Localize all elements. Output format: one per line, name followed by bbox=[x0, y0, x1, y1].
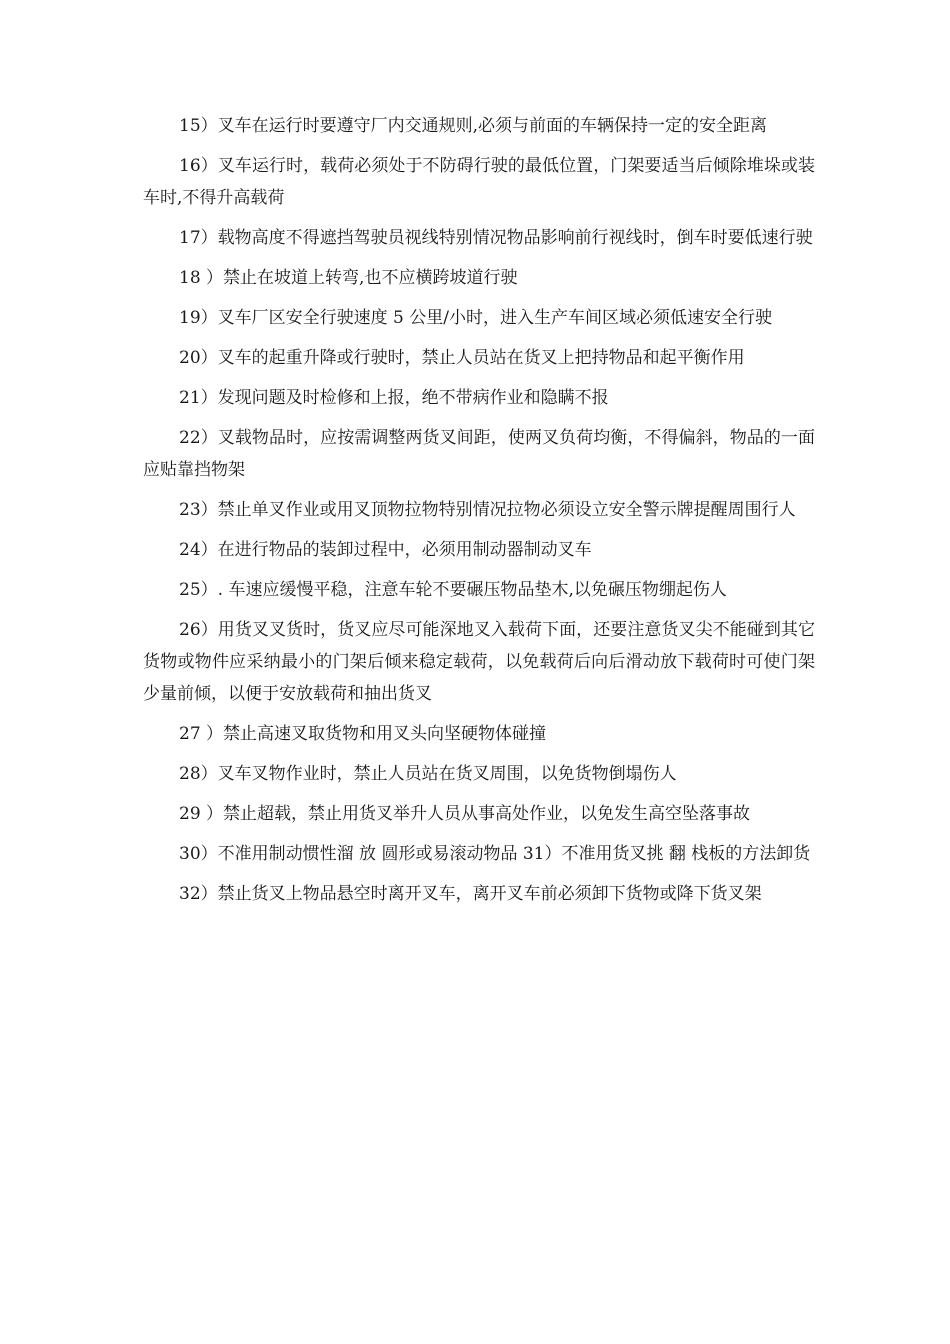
rule-29: 29 ）禁止超载，禁止用货叉举升人员从事高处作业，以免发生高空坠落事故 bbox=[179, 804, 751, 824]
rule-16: 16）叉车运行时，载荷必须处于不防碍行驶的最低位置，门架要适当后倾除堆垛或装车时,不得升高载荷 bbox=[143, 156, 815, 208]
rule-24: 24）在进行物品的装卸过程中，必须用制动器制动叉车 bbox=[179, 540, 592, 560]
rule-25: 25）. 车速应缓慢平稳，注意车轮不要碾压物品垫木,以免碾压物绷起伤人 bbox=[179, 580, 727, 600]
rule-30-31: 30）不准用制动惯性溜 放 圆形或易滚动物品 31）不准用货叉挑 翻 栈板的方法卸货 bbox=[179, 844, 811, 864]
rule-23: 23）禁止单叉作业或用叉顶物拉物特别情况拉物必须设立安全警示牌提醒周围行人 bbox=[179, 500, 796, 520]
rule-26: 26）用货叉叉货时，货叉应尽可能深地叉入载荷下面，还要注意货叉尖不能碰到其它货物或物件应采纳最小的门架后倾来稳定载荷，以免载荷后向后滑动放下载荷时可使门架少量前倾，以便于安放载荷和抽出货叉 bbox=[143, 620, 815, 704]
rule-20: 20）叉车的起重升降或行驶时，禁止人员站在货叉上把持物品和起平衡作用 bbox=[179, 348, 745, 368]
rule-21: 21）发现问题及时检修和上报，绝不带病作业和隐瞒不报 bbox=[179, 388, 609, 408]
rule-22: 22）叉载物品时，应按需调整两货叉间距，使两叉负荷均衡，不得偏斜，物品的一面应贴靠挡物架 bbox=[143, 428, 815, 480]
rule-32: 32）禁止货叉上物品悬空时离开叉车，离开叉车前必须卸下货物或降下货叉架 bbox=[179, 884, 762, 904]
document-body bbox=[143, 110, 815, 918]
rule-28: 28）叉车叉物作业时，禁止人员站在货叉周围，以免货物倒塌伤人 bbox=[179, 764, 677, 784]
rule-17: 17）载物高度不得遮挡驾驶员视线特别情况物品影响前行视线时，倒车时要低速行驶 bbox=[179, 228, 813, 248]
rule-18: 18 ）禁止在坡道上转弯,也不应横跨坡道行驶 bbox=[179, 268, 518, 288]
rule-27: 27 ）禁止高速叉取货物和用叉头向坚硬物体碰撞 bbox=[179, 724, 547, 744]
rule-19: 19）叉车厂区安全行驶速度 5 公里/小时，进入生产车间区域必须低速安全行驶 bbox=[179, 308, 772, 328]
rule-15: 15）叉车在运行时要遵守厂内交通规则,必须与前面的车辆保持一定的安全距离 bbox=[179, 116, 768, 136]
